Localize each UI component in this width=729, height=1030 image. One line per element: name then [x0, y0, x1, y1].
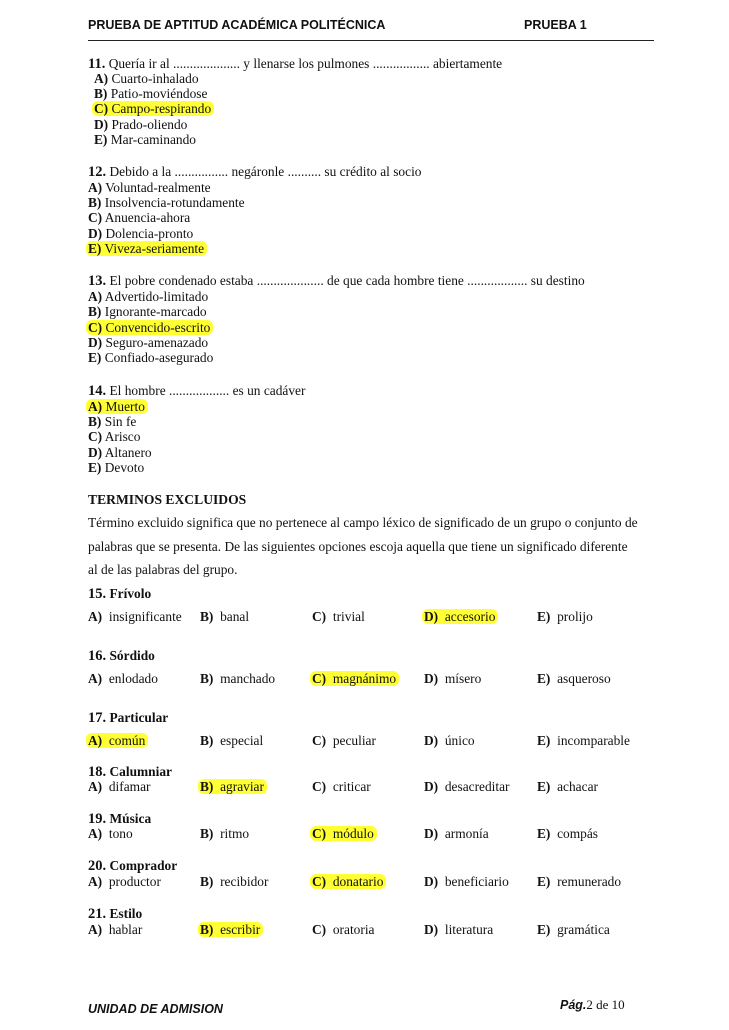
option-text: escribir — [220, 922, 261, 937]
question-number: 15. — [88, 586, 107, 602]
option-17-a[interactable] — [88, 733, 148, 749]
section-paragraph-line: palabras que se presenta. De las siguientes opciones escoja aquella que tiene un significado diferente — [88, 539, 628, 554]
option-key: D) — [88, 445, 103, 460]
option-key: C) — [88, 320, 103, 335]
option-12-e[interactable] — [88, 241, 207, 257]
option-key: D) — [88, 226, 103, 241]
question-13 — [88, 273, 585, 289]
section-paragraph-line: al de las palabras del grupo. — [88, 562, 238, 577]
excluded-question-16 — [88, 648, 155, 664]
option-19-d[interactable] — [424, 826, 489, 842]
option-key: B) — [200, 671, 214, 686]
option-15-c[interactable] — [312, 609, 365, 625]
header-title: PRUEBA DE APTITUD ACADÉMICA POLITÉCNICA — [88, 18, 386, 32]
option-18-a[interactable] — [88, 779, 150, 795]
option-text: asqueroso — [557, 671, 611, 686]
option-13-d[interactable] — [88, 335, 208, 351]
option-key: C) — [312, 826, 327, 841]
option-key: B) — [200, 922, 214, 937]
option-text: gramática — [557, 922, 610, 937]
option-text: tono — [108, 826, 133, 841]
option-text: incomparable — [557, 733, 630, 748]
option-21-a[interactable] — [88, 922, 142, 938]
option-11-a[interactable] — [94, 71, 199, 87]
option-key: A) — [88, 874, 103, 889]
answer-highlight — [92, 101, 214, 116]
option-text: remunerado — [557, 874, 622, 889]
option-key: D) — [424, 671, 439, 686]
option-key: D) — [424, 826, 439, 841]
option-17-c[interactable] — [312, 733, 376, 749]
option-text: especial — [220, 733, 264, 748]
option-19-c[interactable] — [312, 826, 377, 842]
answer-highlight — [86, 241, 207, 256]
question-word: Sórdido — [109, 648, 155, 663]
option-key: A) — [88, 922, 103, 937]
header-test-label: PRUEBA 1 — [524, 18, 587, 32]
option-text: armonía — [444, 826, 489, 841]
option-18-e[interactable] — [537, 779, 598, 795]
option-key: E) — [537, 779, 551, 794]
option-key: B) — [200, 826, 214, 841]
option-text: ritmo — [220, 826, 250, 841]
option-key: B) — [200, 779, 214, 794]
option-18-d[interactable] — [424, 779, 510, 795]
option-text: único — [444, 733, 475, 748]
option-text: peculiar — [332, 733, 376, 748]
option-key: A) — [88, 609, 103, 624]
option-key: B) — [88, 195, 102, 210]
page-number — [560, 997, 625, 1013]
option-key: B) — [200, 874, 214, 889]
option-text: Cuarto-inhalado — [111, 71, 199, 86]
option-text: manchado — [220, 671, 276, 686]
option-text: Devoto — [104, 460, 145, 475]
option-20-c[interactable] — [312, 874, 386, 890]
option-13-a[interactable] — [88, 289, 208, 305]
option-key: A) — [88, 733, 103, 748]
option-key: D) — [88, 335, 103, 350]
option-text: Arisco — [104, 429, 141, 444]
option-key: E) — [537, 826, 551, 841]
option-key: D) — [424, 733, 439, 748]
option-text: trivial — [332, 609, 365, 624]
excluded-question-18 — [88, 764, 172, 780]
option-20-d[interactable] — [424, 874, 509, 890]
option-key: D) — [424, 874, 439, 889]
option-14-b[interactable] — [88, 414, 136, 430]
excluded-question-15 — [88, 586, 151, 602]
option-text: insignificante — [108, 609, 182, 624]
option-text: Insolvencia-rotundamente — [104, 195, 245, 210]
answer-highlight — [86, 733, 148, 748]
answer-highlight — [86, 399, 148, 414]
option-text: mísero — [444, 671, 482, 686]
option-text: Viveza-seriamente — [104, 241, 205, 256]
option-text: compás — [557, 826, 598, 841]
option-18-c[interactable] — [312, 779, 371, 795]
option-key: D) — [94, 117, 109, 132]
question-word: Calumniar — [109, 764, 172, 779]
option-text: Confiado-asegurado — [104, 350, 214, 365]
option-19-e[interactable] — [537, 826, 598, 842]
option-13-e[interactable] — [88, 350, 213, 366]
option-key: E) — [537, 874, 551, 889]
page-count: 2 de 10 — [586, 997, 625, 1012]
option-key: B) — [200, 609, 214, 624]
option-text: Sin fe — [104, 414, 137, 429]
option-19-b[interactable] — [200, 826, 249, 842]
option-text: achacar — [557, 779, 598, 794]
option-11-c[interactable] — [94, 101, 214, 117]
option-text: Voluntad-realmente — [105, 180, 211, 195]
option-18-b[interactable] — [200, 779, 267, 795]
question-number: 20. — [88, 858, 107, 874]
section-title: TERMINOS EXCLUIDOS — [88, 492, 247, 507]
option-text: banal — [220, 609, 250, 624]
question-number: 17. — [88, 710, 107, 726]
option-key: B) — [88, 414, 102, 429]
option-14-d[interactable] — [88, 445, 152, 461]
answer-highlight — [422, 609, 498, 624]
option-text: Ignorante-marcado — [104, 304, 207, 319]
option-16-d[interactable] — [424, 671, 481, 687]
question-text: Debido a la ................ negáronle .......... su crédito al socio — [109, 164, 422, 179]
option-text: donatario — [332, 874, 384, 889]
question-word: Frívolo — [109, 586, 152, 601]
option-key: B) — [200, 733, 214, 748]
option-text: Dolencia-pronto — [105, 226, 194, 241]
option-key: A) — [88, 180, 103, 195]
option-text: Campo-respirando — [111, 101, 212, 116]
option-text: Advertido-limitado — [104, 289, 209, 304]
question-word: Estilo — [109, 906, 143, 921]
excluded-question-21 — [88, 906, 142, 922]
question-number: 14. — [88, 383, 107, 399]
question-word: Música — [109, 811, 152, 826]
option-key: A) — [88, 826, 103, 841]
option-15-a[interactable] — [88, 609, 182, 625]
option-14-a[interactable] — [88, 399, 148, 415]
option-text: común — [108, 733, 146, 748]
option-key: A) — [88, 779, 103, 794]
question-word: Particular — [109, 710, 169, 725]
question-number: 19. — [88, 811, 107, 827]
answer-highlight — [86, 320, 213, 335]
option-key: C) — [312, 609, 327, 624]
option-text: criticar — [332, 779, 371, 794]
option-16-a[interactable] — [88, 671, 158, 687]
option-20-b[interactable] — [200, 874, 268, 890]
option-key: E) — [94, 132, 108, 147]
question-text: El pobre condenado estaba .................... de que cada hombre tiene .................. su destino — [109, 273, 585, 288]
option-text: Convencido-escrito — [105, 320, 211, 335]
option-key: A) — [88, 399, 103, 414]
option-11-e[interactable] — [94, 132, 196, 148]
option-12-d[interactable] — [88, 226, 193, 242]
option-key: D) — [424, 609, 439, 624]
option-17-b[interactable] — [200, 733, 263, 749]
question-number: 13. — [88, 273, 107, 289]
option-key: A) — [88, 289, 103, 304]
option-16-c[interactable] — [312, 671, 399, 687]
option-11-d[interactable] — [94, 117, 187, 133]
option-text: difamar — [108, 779, 151, 794]
option-text: beneficiario — [444, 874, 509, 889]
question-text: Quería ir al .................... y llenarse los pulmones ................. abiertamente — [108, 56, 503, 71]
option-key: C) — [312, 779, 327, 794]
question-number: 18. — [88, 764, 107, 780]
option-key: E) — [537, 671, 551, 686]
option-15-e[interactable] — [537, 609, 593, 625]
option-text: desacreditar — [444, 779, 510, 794]
option-key: D) — [424, 779, 439, 794]
option-key: C) — [312, 874, 327, 889]
option-key: B) — [94, 86, 108, 101]
excluded-question-19 — [88, 811, 151, 827]
option-20-e[interactable] — [537, 874, 621, 890]
option-text: agraviar — [220, 779, 264, 794]
option-key: C) — [88, 210, 103, 225]
answer-highlight — [198, 779, 267, 794]
option-key: A) — [94, 71, 109, 86]
option-text: Prado-oliendo — [111, 117, 188, 132]
option-12-a[interactable] — [88, 180, 211, 196]
option-key: C) — [88, 429, 103, 444]
option-12-c[interactable] — [88, 210, 190, 226]
question-number: 21. — [88, 906, 107, 922]
excluded-question-17 — [88, 710, 168, 726]
excluded-question-20 — [88, 858, 177, 874]
answer-highlight — [310, 671, 399, 686]
option-text: Anuencia-ahora — [104, 210, 191, 225]
footer-unit: UNIDAD DE ADMISION — [88, 1002, 223, 1016]
option-16-b[interactable] — [200, 671, 275, 687]
option-text: módulo — [332, 826, 374, 841]
option-text: enlodado — [108, 671, 158, 686]
question-text: El hombre .................. es un cadáver — [109, 383, 306, 398]
question-14 — [88, 383, 305, 399]
option-17-d[interactable] — [424, 733, 475, 749]
option-key: E) — [88, 350, 102, 365]
question-number: 12. — [88, 164, 107, 180]
option-13-b[interactable] — [88, 304, 207, 320]
option-text: hablar — [108, 922, 143, 937]
option-text: Mar-caminando — [110, 132, 196, 147]
option-15-b[interactable] — [200, 609, 249, 625]
option-key: C) — [312, 922, 327, 937]
option-key: E) — [537, 733, 551, 748]
option-key: E) — [88, 460, 102, 475]
option-20-a[interactable] — [88, 874, 161, 890]
option-key: B) — [88, 304, 102, 319]
option-text: productor — [108, 874, 161, 889]
question-number: 11. — [88, 56, 106, 72]
section-paragraph-line: Término excluido significa que no pertenece al campo léxico de significado de un grupo o conjunto de — [88, 515, 638, 530]
option-19-a[interactable] — [88, 826, 133, 842]
option-text: Altanero — [104, 445, 152, 460]
option-11-b[interactable] — [94, 86, 207, 102]
answer-highlight — [198, 922, 263, 937]
option-text: recibidor — [220, 874, 269, 889]
option-13-c[interactable] — [88, 320, 213, 336]
option-21-e[interactable] — [537, 922, 610, 938]
option-key: A) — [88, 671, 103, 686]
option-key: E) — [537, 609, 551, 624]
question-11 — [88, 56, 502, 72]
option-key: C) — [312, 733, 327, 748]
option-text: prolijo — [557, 609, 593, 624]
option-text: literatura — [444, 922, 494, 937]
option-14-c[interactable] — [88, 429, 140, 445]
answer-highlight — [310, 874, 386, 889]
option-15-d[interactable] — [424, 609, 498, 625]
option-text: accesorio — [444, 609, 496, 624]
option-text: Patio-moviéndose — [110, 86, 208, 101]
option-text: oratoria — [332, 922, 375, 937]
option-16-e[interactable] — [537, 671, 611, 687]
question-12 — [88, 164, 421, 180]
option-key: C) — [94, 101, 109, 116]
option-text: Muerto — [105, 399, 145, 414]
option-key: C) — [312, 671, 327, 686]
question-word: Comprador — [109, 858, 178, 873]
option-key: E) — [537, 922, 551, 937]
option-text: Seguro-amenazado — [105, 335, 209, 350]
option-21-c[interactable] — [312, 922, 374, 938]
option-text: magnánimo — [332, 671, 397, 686]
page-label: Pág. — [560, 998, 587, 1012]
option-key: D) — [424, 922, 439, 937]
option-17-e[interactable] — [537, 733, 630, 749]
question-number: 16. — [88, 648, 107, 664]
option-21-d[interactable] — [424, 922, 493, 938]
answer-highlight — [310, 826, 377, 841]
option-14-e[interactable] — [88, 460, 144, 476]
option-key: E) — [88, 241, 102, 256]
page-header — [88, 16, 654, 41]
option-12-b[interactable] — [88, 195, 245, 211]
option-21-b[interactable] — [200, 922, 263, 938]
